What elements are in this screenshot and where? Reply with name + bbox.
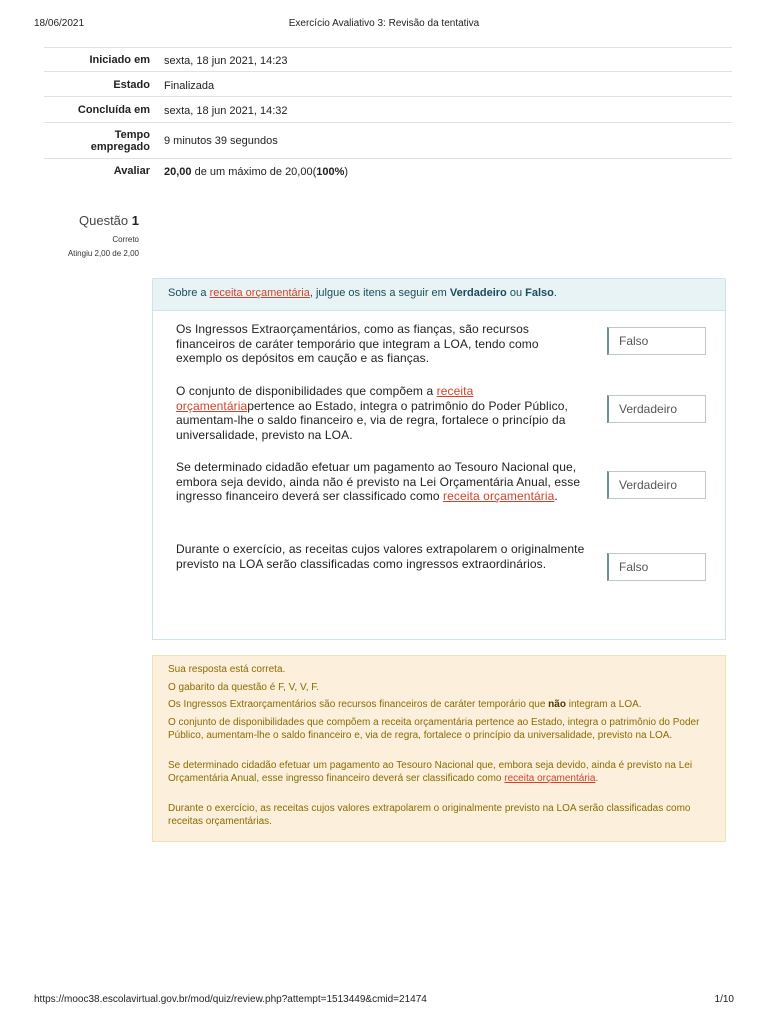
grade-middle: de um máximo de 20,00(: [191, 166, 317, 178]
feedback-glossary-link[interactable]: receita orçamentária: [504, 772, 596, 784]
feedback-p3: [168, 760, 713, 785]
answer-select-1[interactable]: Falso: [607, 327, 706, 355]
statement-3-glossary-link[interactable]: receita orçamentária: [443, 489, 555, 503]
intro-or: ou: [506, 287, 526, 299]
statement-2: [176, 384, 586, 442]
answer-select-4[interactable]: Falso: [607, 553, 706, 581]
question-number: 1: [131, 213, 139, 228]
intro-end: .: [553, 287, 557, 299]
summary-row-state: [44, 71, 732, 97]
grade-score: 20,00: [164, 166, 192, 178]
time-value: 9 minutos 39 segundos: [164, 135, 278, 147]
feedback-p2: O conjunto de disponibilidades que compõem a receita orçamentária pertence ao Estado, integra o patrimônio do Poder Público, aumentam-lhe o saldo financeiro e, via de regra, fortalece o princípio da universalidade, previsto na LOA.: [168, 717, 700, 741]
statement-2-before: O conjunto de disponibilidades que compõem a: [176, 384, 437, 398]
statement-1: Os Ingressos Extraorçamentários, como as fianças, são recursos financeiros de caráter temporário que integram a LOA, tendo como exemplo os depósitos em caução e as fianças.: [176, 322, 539, 365]
summary-row-started: [44, 47, 732, 72]
state-value: Finalizada: [164, 80, 215, 92]
footer-url: https://mooc38.escolavirtual.gov.br/mod/quiz/review.php?attempt=1513449&cmid=21474: [34, 994, 427, 1005]
statement-4: Durante o exercício, as receitas cujos valores extrapolarem o originalmente previsto na LOA serão classificadas como ingressos extraordinários.: [176, 542, 585, 571]
feedback-p3-after: .: [595, 772, 599, 784]
grade-end: ): [344, 166, 349, 178]
question-heading: [79, 213, 139, 228]
feedback-p3-before: Se determinado cidadão efetuar um pagamento ao Tesouro Nacional que, embora seja devido, ainda é previsto na Lei Orçamentária Anual, esse ingresso financeiro deverá ser classificado como: [168, 760, 693, 784]
statement-3-after: .: [554, 489, 558, 503]
time-label: [44, 129, 150, 153]
intro-glossary-link[interactable]: receita orçamentária: [209, 287, 310, 299]
feedback-p1-after: integram a LOA.: [565, 699, 642, 710]
intro-middle: , julgue os itens a seguir em: [309, 287, 450, 299]
feedback-p1-before: Os Ingressos Extraorçamentários são recursos financeiros de caráter temporário que: [168, 699, 549, 710]
state-label: Estado: [113, 79, 150, 91]
feedback-p1: [168, 699, 713, 712]
feedback-correct: Sua resposta está correta.: [168, 664, 286, 675]
feedback-p4: Durante o exercício, as receitas cujos valores extrapolarem o originalmente previsto na LOA serão classificadas como receitas orçamentárias.: [168, 803, 691, 827]
answer-select-2[interactable]: Verdadeiro: [607, 395, 706, 423]
time-label-line1: Tempo: [114, 129, 150, 141]
answer-select-3[interactable]: Verdadeiro: [607, 471, 706, 499]
completed-value: sexta, 18 jun 2021, 14:32: [164, 105, 288, 117]
intro-prefix: Sobre a: [168, 287, 210, 299]
feedback-answer-key: O gabarito da questão é F, V, V, F.: [168, 682, 320, 693]
grade-label: Avaliar: [113, 165, 150, 177]
grade-percent: 100%: [316, 166, 345, 178]
summary-row-completed: [44, 96, 732, 123]
statement-3-before: Se determinado cidadão efetuar um pagamento ao Tesouro Nacional que, embora seja devido, ainda não é previsto na Lei Orçamentária Anual, esse ingresso financeiro deverá ser classificado como: [176, 460, 581, 503]
page-title: Exercício Avaliativo 3: Revisão da tentativa: [288, 18, 480, 29]
feedback-p1-bold: não: [548, 699, 566, 710]
question-intro: [168, 287, 557, 299]
started-value: sexta, 18 jun 2021, 14:23: [164, 55, 288, 67]
question-status: Correto: [112, 235, 139, 244]
intro-true: Verdadeiro: [449, 287, 507, 299]
question-points: Atingiu 2,00 de 2,00: [67, 249, 139, 258]
completed-label: Concluída em: [77, 104, 150, 116]
started-label: Iniciado em: [89, 54, 150, 66]
footer-page-number: 1/10: [714, 994, 734, 1005]
print-date: 18/06/2021: [34, 18, 85, 29]
grade-value: [164, 166, 348, 178]
intro-false: Falso: [525, 287, 554, 299]
summary-row-time: [44, 122, 732, 159]
statement-3: [176, 460, 586, 504]
question-label: Questão: [79, 213, 132, 228]
statement-2-after: pertence ao Estado, integra o patrimônio do Poder Público, aumentam-lhe o saldo financeiro e, via de regra, fortalece o princípio da universalidade, previsto na LOA.: [176, 398, 568, 442]
statement-2-glossary-link[interactable]: receita orçamentária: [176, 384, 474, 413]
time-label-line2: empregado: [90, 141, 150, 153]
summary-row-grade: [44, 158, 732, 185]
